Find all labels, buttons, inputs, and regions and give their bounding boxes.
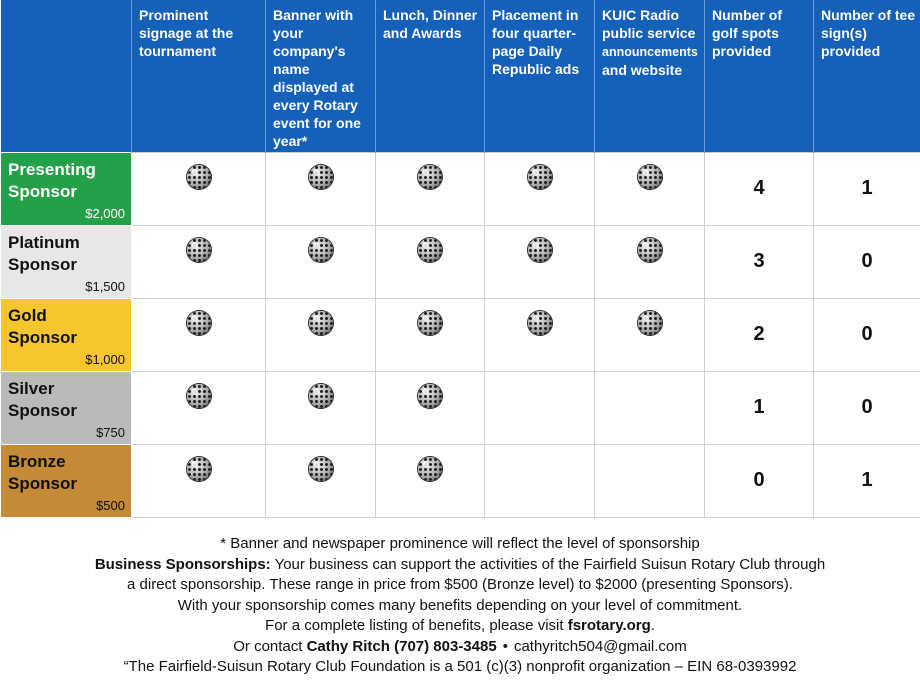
golf-spots-cell — [705, 225, 814, 298]
golf-ball-icon — [638, 165, 662, 189]
contact-pre: Or contact — [233, 637, 307, 655]
level-name-line2: Sponsor — [8, 181, 77, 201]
footer-line4-pre: For a complete listing of benefits, please visit — [265, 617, 568, 634]
golf-ball-icon — [418, 384, 442, 408]
footer-business-line1 — [0, 555, 920, 576]
benefit-cell — [376, 298, 485, 371]
golf-ball-icon — [528, 238, 552, 262]
level-price: $750 — [96, 424, 125, 440]
table-row — [1, 225, 920, 298]
golf-spots-value: 2 — [753, 323, 765, 345]
contact-name-phone: Cathy Ritch (707) 803-3485 — [306, 637, 497, 655]
sponsor-level-cell — [1, 444, 132, 517]
benefit-cell — [376, 444, 485, 517]
level-rows — [1, 152, 920, 517]
footer-note: * Banner and newspaper prominence will reflect the level of sponsorship — [220, 535, 700, 552]
golf-spots-cell — [705, 444, 814, 517]
header-lunch: Lunch, Dinner and Awards — [376, 0, 485, 152]
benefit-cell — [266, 298, 376, 371]
header-radio — [595, 0, 705, 152]
footer-line2: a direct sponsorship. These range in price from $500 (Bronze level) to $2000 (presenting Sponsors). — [127, 576, 793, 593]
footer-line4 — [0, 616, 920, 637]
sponsor-level-cell — [1, 298, 132, 371]
level-price: $1,000 — [85, 351, 125, 367]
golf-ball-icon — [418, 238, 442, 262]
header-radio-line3: and website — [602, 62, 683, 78]
level-name-line2: Sponsor — [8, 473, 77, 493]
footer-para1: Your business can support the activities of the Fairfield Suisun Rotary Club through — [270, 555, 826, 573]
footer-contact — [0, 637, 920, 658]
level-name-line1: Silver — [8, 378, 55, 398]
bullet: • — [502, 637, 508, 655]
golf-ball-icon — [187, 165, 211, 189]
benefit-cell — [485, 444, 595, 517]
table-row — [1, 298, 920, 371]
tee-signs-value: 1 — [861, 177, 873, 199]
golf-ball-icon — [309, 384, 333, 408]
benefit-cell — [132, 225, 266, 298]
benefit-cell — [485, 371, 595, 444]
level-price: $2,000 — [85, 205, 125, 221]
benefit-cell — [266, 444, 376, 517]
tee-signs-cell — [814, 225, 920, 298]
golf-ball-icon — [418, 165, 442, 189]
benefit-cell — [266, 225, 376, 298]
tee-signs-cell — [814, 298, 920, 371]
level-name-line2: Sponsor — [8, 254, 77, 274]
golf-ball-icon — [187, 238, 211, 262]
golf-ball-icon — [187, 311, 211, 335]
level-name-line2: Sponsor — [8, 400, 77, 420]
tee-signs-value: 0 — [861, 250, 873, 272]
golf-spots-cell — [705, 298, 814, 371]
level-name-line1: Gold — [8, 305, 47, 325]
header-ads: Placement in four quarter-page Daily Republic ads — [485, 0, 595, 152]
golf-ball-icon — [309, 238, 333, 262]
table-row — [1, 371, 920, 444]
benefit-cell — [132, 371, 266, 444]
header-tee-signs: Number of tee sign(s) provided — [814, 0, 920, 152]
website-link[interactable]: fsrotary.org — [567, 617, 651, 634]
benefit-cell — [595, 371, 705, 444]
benefit-cell — [485, 225, 595, 298]
header-row — [1, 0, 920, 152]
tee-signs-value: 0 — [861, 396, 873, 418]
golf-spots-cell — [705, 152, 814, 225]
tee-signs-cell — [814, 152, 920, 225]
golf-spots-value: 4 — [753, 177, 765, 199]
tee-signs-value: 0 — [861, 323, 873, 345]
sponsor-level-cell — [1, 225, 132, 298]
tee-signs-cell — [814, 444, 920, 517]
footer-foundation: “The Fairfield-Suisun Rotary Club Foundation is a 501 (c)(3) nonprofit organization – EIN 68-0393992 — [123, 658, 797, 675]
table-row — [1, 152, 920, 225]
benefit-cell — [376, 225, 485, 298]
header-banner: Banner with your company's name displayed at every Rotary event for one year* — [266, 0, 376, 152]
footer-line3: With your sponsorship comes many benefits depending on your level of commitment. — [177, 596, 743, 614]
golf-spots-value: 3 — [753, 250, 765, 272]
golf-ball-icon — [638, 238, 662, 262]
golf-ball-icon — [309, 457, 333, 481]
benefit-cell — [595, 444, 705, 517]
benefit-cell — [485, 298, 595, 371]
benefit-cell — [266, 371, 376, 444]
level-price: $1,500 — [85, 278, 125, 294]
level-name-line2: Sponsor — [8, 327, 77, 347]
golf-ball-icon — [187, 457, 211, 481]
golf-ball-icon — [187, 384, 211, 408]
golf-ball-icon — [418, 311, 442, 335]
golf-ball-icon — [638, 311, 662, 335]
benefit-cell — [266, 152, 376, 225]
benefit-cell — [132, 444, 266, 517]
golf-spots-value: 0 — [753, 469, 765, 491]
tee-signs-cell — [814, 371, 920, 444]
level-name-line1: Presenting — [8, 159, 96, 179]
footer — [0, 534, 920, 678]
contact-email[interactable]: cathyritch504@gmail.com — [513, 637, 687, 655]
level-name-line1: Platinum — [8, 232, 80, 252]
level-name-line1: Bronze — [8, 451, 66, 471]
tee-signs-value: 1 — [861, 469, 873, 491]
golf-ball-icon — [528, 311, 552, 335]
table-row — [1, 444, 920, 517]
benefit-cell — [132, 298, 266, 371]
benefit-cell — [376, 152, 485, 225]
golf-spots-cell — [705, 371, 814, 444]
header-radio-line2: announcements — [602, 45, 698, 59]
golf-spots-value: 1 — [753, 396, 765, 418]
header-golf-spots: Number of golf spots provided — [705, 0, 814, 152]
golf-ball-icon — [309, 165, 333, 189]
header-signage: Prominent signage at the tournament — [132, 0, 266, 152]
benefit-cell — [595, 152, 705, 225]
header-radio-line1: KUIC Radio public service — [602, 7, 696, 41]
golf-ball-icon — [418, 457, 442, 481]
footer-heading: Business Sponsorships: — [94, 555, 271, 573]
sponsor-level-cell — [1, 371, 132, 444]
benefit-cell — [595, 225, 705, 298]
benefit-cell — [132, 152, 266, 225]
benefit-cell — [376, 371, 485, 444]
benefit-cell — [595, 298, 705, 371]
level-price: $500 — [96, 497, 125, 513]
header-corner — [1, 0, 132, 152]
benefit-cell — [485, 152, 595, 225]
footer-line4-post: . — [650, 617, 655, 634]
golf-ball-icon — [309, 311, 333, 335]
golf-ball-icon — [528, 165, 552, 189]
sponsor-level-cell — [1, 152, 132, 225]
